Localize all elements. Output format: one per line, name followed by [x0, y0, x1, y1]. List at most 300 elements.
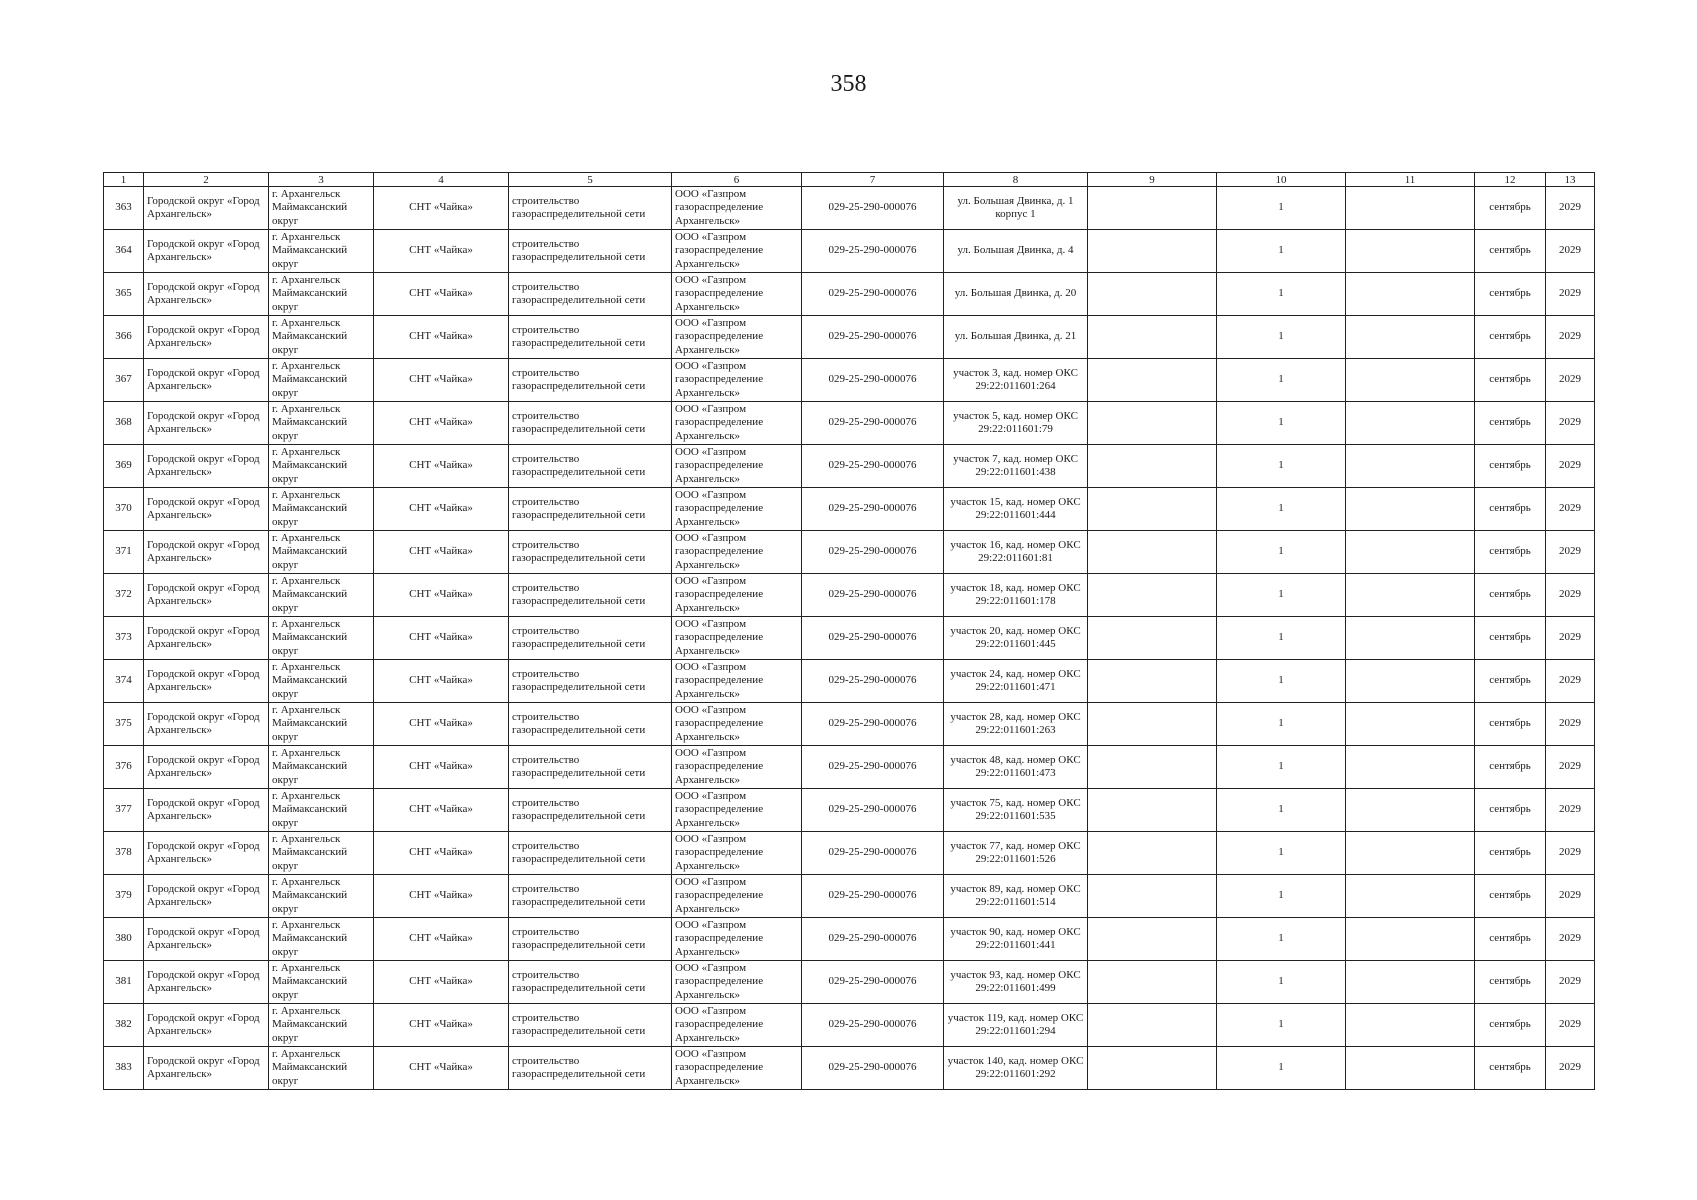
locality-cell: г. Архангельск Маймаксанский округ [269, 316, 374, 359]
locality-cell: г. Архангельск Маймаксанский округ [269, 574, 374, 617]
table-row [104, 961, 1595, 1004]
row-number: 365 [104, 273, 144, 316]
address-cell: участок 140, кад. номер ОКС 29:22:011601:292 [944, 1047, 1088, 1090]
month-cell: сентябрь [1475, 273, 1546, 316]
quantity-cell: 1 [1217, 832, 1346, 875]
row-number: 367 [104, 359, 144, 402]
month-cell: сентябрь [1475, 230, 1546, 273]
object-cell: СНТ «Чайка» [374, 703, 509, 746]
column-9-cell [1088, 875, 1217, 918]
row-number: 383 [104, 1047, 144, 1090]
address-cell: участок 93, кад. номер ОКС 29:22:011601:499 [944, 961, 1088, 1004]
object-cell: СНТ «Чайка» [374, 187, 509, 230]
locality-cell: г. Архангельск Маймаксанский округ [269, 445, 374, 488]
column-11-cell [1346, 961, 1475, 1004]
locality-cell: г. Архангельск Маймаксанский округ [269, 359, 374, 402]
organization-cell: ООО «Газпром газораспределение Архангельск» [672, 789, 802, 832]
table-row [104, 488, 1595, 531]
address-cell: участок 18, кад. номер ОКС 29:22:011601:178 [944, 574, 1088, 617]
column-11-cell [1346, 488, 1475, 531]
locality-cell: г. Архангельск Маймаксанский округ [269, 488, 374, 531]
column-9-cell [1088, 617, 1217, 660]
organization-cell: ООО «Газпром газораспределение Архангельск» [672, 918, 802, 961]
organization-cell: ООО «Газпром газораспределение Архангельск» [672, 961, 802, 1004]
column-header-5: 5 [509, 173, 672, 187]
locality-cell: г. Архангельск Маймаксанский округ [269, 1047, 374, 1090]
table-row [104, 875, 1595, 918]
municipality-cell: Городской округ «Город Архангельск» [144, 273, 269, 316]
year-cell: 2029 [1546, 703, 1595, 746]
work-type-cell: строительство газораспределительной сети [509, 273, 672, 316]
locality-cell: г. Архангельск Маймаксанский округ [269, 273, 374, 316]
month-cell: сентябрь [1475, 918, 1546, 961]
table-header-row [104, 173, 1595, 187]
table-row [104, 746, 1595, 789]
column-9-cell [1088, 531, 1217, 574]
quantity-cell: 1 [1217, 187, 1346, 230]
table-row [104, 273, 1595, 316]
object-cell: СНТ «Чайка» [374, 918, 509, 961]
municipality-cell: Городской округ «Город Архангельск» [144, 1004, 269, 1047]
object-cell: СНТ «Чайка» [374, 1047, 509, 1090]
object-cell: СНТ «Чайка» [374, 617, 509, 660]
month-cell: сентябрь [1475, 488, 1546, 531]
work-type-cell: строительство газораспределительной сети [509, 488, 672, 531]
organization-cell: ООО «Газпром газораспределение Архангельск» [672, 746, 802, 789]
table-row [104, 660, 1595, 703]
column-header-8: 8 [944, 173, 1088, 187]
code-cell: 029-25-290-000076 [802, 660, 944, 703]
municipality-cell: Городской округ «Город Архангельск» [144, 230, 269, 273]
column-9-cell [1088, 359, 1217, 402]
row-number: 364 [104, 230, 144, 273]
year-cell: 2029 [1546, 359, 1595, 402]
row-number: 371 [104, 531, 144, 574]
address-cell: участок 24, кад. номер ОКС 29:22:011601:471 [944, 660, 1088, 703]
organization-cell: ООО «Газпром газораспределение Архангельск» [672, 273, 802, 316]
municipality-cell: Городской округ «Город Архангельск» [144, 488, 269, 531]
column-header-6: 6 [672, 173, 802, 187]
row-number: 375 [104, 703, 144, 746]
column-9-cell [1088, 574, 1217, 617]
locality-cell: г. Архангельск Маймаксанский округ [269, 703, 374, 746]
column-9-cell [1088, 961, 1217, 1004]
municipality-cell: Городской округ «Город Архангельск» [144, 703, 269, 746]
column-9-cell [1088, 703, 1217, 746]
code-cell: 029-25-290-000076 [802, 1004, 944, 1047]
organization-cell: ООО «Газпром газораспределение Архангельск» [672, 703, 802, 746]
address-cell: участок 20, кад. номер ОКС 29:22:011601:445 [944, 617, 1088, 660]
column-11-cell [1346, 789, 1475, 832]
organization-cell: ООО «Газпром газораспределение Архангельск» [672, 316, 802, 359]
year-cell: 2029 [1546, 402, 1595, 445]
row-number: 381 [104, 961, 144, 1004]
month-cell: сентябрь [1475, 1047, 1546, 1090]
row-number: 376 [104, 746, 144, 789]
organization-cell: ООО «Газпром газораспределение Архангельск» [672, 402, 802, 445]
address-cell: участок 15, кад. номер ОКС 29:22:011601:444 [944, 488, 1088, 531]
object-cell: СНТ «Чайка» [374, 488, 509, 531]
table-row [104, 402, 1595, 445]
row-number: 382 [104, 1004, 144, 1047]
quantity-cell: 1 [1217, 402, 1346, 445]
code-cell: 029-25-290-000076 [802, 359, 944, 402]
work-type-cell: строительство газораспределительной сети [509, 961, 672, 1004]
municipality-cell: Городской округ «Город Архангельск» [144, 574, 269, 617]
locality-cell: г. Архангельск Маймаксанский округ [269, 875, 374, 918]
municipality-cell: Городской округ «Город Архангельск» [144, 187, 269, 230]
code-cell: 029-25-290-000076 [802, 789, 944, 832]
organization-cell: ООО «Газпром газораспределение Архангельск» [672, 230, 802, 273]
year-cell: 2029 [1546, 445, 1595, 488]
object-cell: СНТ «Чайка» [374, 402, 509, 445]
table-row [104, 531, 1595, 574]
work-type-cell: строительство газораспределительной сети [509, 918, 672, 961]
object-cell: СНТ «Чайка» [374, 359, 509, 402]
table-row [104, 789, 1595, 832]
locality-cell: г. Архангельск Маймаксанский округ [269, 746, 374, 789]
year-cell: 2029 [1546, 273, 1595, 316]
quantity-cell: 1 [1217, 359, 1346, 402]
municipality-cell: Городской округ «Город Архангельск» [144, 789, 269, 832]
work-type-cell: строительство газораспределительной сети [509, 230, 672, 273]
table-row [104, 230, 1595, 273]
quantity-cell: 1 [1217, 1047, 1346, 1090]
object-cell: СНТ «Чайка» [374, 832, 509, 875]
municipality-cell: Городской округ «Город Архангельск» [144, 660, 269, 703]
quantity-cell: 1 [1217, 488, 1346, 531]
object-cell: СНТ «Чайка» [374, 273, 509, 316]
month-cell: сентябрь [1475, 445, 1546, 488]
table-row [104, 1004, 1595, 1047]
code-cell: 029-25-290-000076 [802, 230, 944, 273]
column-header-12: 12 [1475, 173, 1546, 187]
column-11-cell [1346, 574, 1475, 617]
code-cell: 029-25-290-000076 [802, 746, 944, 789]
code-cell: 029-25-290-000076 [802, 1047, 944, 1090]
month-cell: сентябрь [1475, 531, 1546, 574]
year-cell: 2029 [1546, 230, 1595, 273]
column-header-9: 9 [1088, 173, 1217, 187]
work-type-cell: строительство газораспределительной сети [509, 703, 672, 746]
address-cell: участок 90, кад. номер ОКС 29:22:011601:441 [944, 918, 1088, 961]
object-cell: СНТ «Чайка» [374, 445, 509, 488]
locality-cell: г. Архангельск Маймаксанский округ [269, 832, 374, 875]
code-cell: 029-25-290-000076 [802, 617, 944, 660]
row-number: 370 [104, 488, 144, 531]
column-11-cell [1346, 445, 1475, 488]
column-header-4: 4 [374, 173, 509, 187]
code-cell: 029-25-290-000076 [802, 574, 944, 617]
address-cell: участок 119, кад. номер ОКС 29:22:011601:294 [944, 1004, 1088, 1047]
work-type-cell: строительство газораспределительной сети [509, 1047, 672, 1090]
work-type-cell: строительство газораспределительной сети [509, 746, 672, 789]
quantity-cell: 1 [1217, 230, 1346, 273]
object-cell: СНТ «Чайка» [374, 230, 509, 273]
column-11-cell [1346, 660, 1475, 703]
table-row [104, 316, 1595, 359]
table-row [104, 574, 1595, 617]
column-header-1: 1 [104, 173, 144, 187]
municipality-cell: Городской округ «Город Архангельск» [144, 746, 269, 789]
row-number: 368 [104, 402, 144, 445]
month-cell: сентябрь [1475, 746, 1546, 789]
column-11-cell [1346, 875, 1475, 918]
quantity-cell: 1 [1217, 789, 1346, 832]
table-row [104, 445, 1595, 488]
column-header-3: 3 [269, 173, 374, 187]
work-type-cell: строительство газораспределительной сети [509, 1004, 672, 1047]
object-cell: СНТ «Чайка» [374, 746, 509, 789]
code-cell: 029-25-290-000076 [802, 531, 944, 574]
work-type-cell: строительство газораспределительной сети [509, 531, 672, 574]
month-cell: сентябрь [1475, 961, 1546, 1004]
row-number: 377 [104, 789, 144, 832]
organization-cell: ООО «Газпром газораспределение Архангельск» [672, 488, 802, 531]
row-number: 372 [104, 574, 144, 617]
column-header-13: 13 [1546, 173, 1595, 187]
month-cell: сентябрь [1475, 660, 1546, 703]
address-cell: участок 75, кад. номер ОКС 29:22:011601:535 [944, 789, 1088, 832]
object-cell: СНТ «Чайка» [374, 875, 509, 918]
address-cell: участок 48, кад. номер ОКС 29:22:011601:473 [944, 746, 1088, 789]
year-cell: 2029 [1546, 1004, 1595, 1047]
column-9-cell [1088, 488, 1217, 531]
quantity-cell: 1 [1217, 445, 1346, 488]
municipality-cell: Городской округ «Город Архангельск» [144, 531, 269, 574]
municipality-cell: Городской округ «Город Архангельск» [144, 316, 269, 359]
year-cell: 2029 [1546, 875, 1595, 918]
year-cell: 2029 [1546, 660, 1595, 703]
column-11-cell [1346, 230, 1475, 273]
organization-cell: ООО «Газпром газораспределение Архангельск» [672, 875, 802, 918]
municipality-cell: Городской округ «Город Архангельск» [144, 875, 269, 918]
column-header-11: 11 [1346, 173, 1475, 187]
code-cell: 029-25-290-000076 [802, 187, 944, 230]
work-type-cell: строительство газораспределительной сети [509, 574, 672, 617]
locality-cell: г. Архангельск Маймаксанский округ [269, 230, 374, 273]
column-9-cell [1088, 746, 1217, 789]
year-cell: 2029 [1546, 832, 1595, 875]
year-cell: 2029 [1546, 1047, 1595, 1090]
column-11-cell [1346, 617, 1475, 660]
year-cell: 2029 [1546, 488, 1595, 531]
column-11-cell [1346, 531, 1475, 574]
organization-cell: ООО «Газпром газораспределение Архангельск» [672, 574, 802, 617]
work-type-cell: строительство газораспределительной сети [509, 316, 672, 359]
object-cell: СНТ «Чайка» [374, 574, 509, 617]
municipality-cell: Городской округ «Город Архангельск» [144, 402, 269, 445]
code-cell: 029-25-290-000076 [802, 832, 944, 875]
municipality-cell: Городской округ «Город Архангельск» [144, 617, 269, 660]
table-row [104, 359, 1595, 402]
organization-cell: ООО «Газпром газораспределение Архангельск» [672, 1047, 802, 1090]
code-cell: 029-25-290-000076 [802, 875, 944, 918]
address-cell: участок 28, кад. номер ОКС 29:22:011601:263 [944, 703, 1088, 746]
code-cell: 029-25-290-000076 [802, 445, 944, 488]
locality-cell: г. Архангельск Маймаксанский округ [269, 402, 374, 445]
row-number: 366 [104, 316, 144, 359]
column-11-cell [1346, 316, 1475, 359]
column-9-cell [1088, 402, 1217, 445]
locality-cell: г. Архангельск Маймаксанский округ [269, 789, 374, 832]
column-11-cell [1346, 359, 1475, 402]
municipality-cell: Городской округ «Город Архангельск» [144, 359, 269, 402]
quantity-cell: 1 [1217, 316, 1346, 359]
month-cell: сентябрь [1475, 187, 1546, 230]
month-cell: сентябрь [1475, 617, 1546, 660]
organization-cell: ООО «Газпром газораспределение Архангельск» [672, 1004, 802, 1047]
column-header-7: 7 [802, 173, 944, 187]
address-cell: участок 3, кад. номер ОКС 29:22:011601:264 [944, 359, 1088, 402]
code-cell: 029-25-290-000076 [802, 918, 944, 961]
municipality-cell: Городской округ «Город Архангельск» [144, 445, 269, 488]
quantity-cell: 1 [1217, 703, 1346, 746]
code-cell: 029-25-290-000076 [802, 402, 944, 445]
month-cell: сентябрь [1475, 574, 1546, 617]
work-type-cell: строительство газораспределительной сети [509, 445, 672, 488]
table-body [104, 187, 1595, 1090]
month-cell: сентябрь [1475, 359, 1546, 402]
column-11-cell [1346, 402, 1475, 445]
quantity-cell: 1 [1217, 574, 1346, 617]
column-9-cell [1088, 789, 1217, 832]
address-cell: ул. Большая Двинка, д. 21 [944, 316, 1088, 359]
municipality-cell: Городской округ «Город Архангельск» [144, 1047, 269, 1090]
organization-cell: ООО «Газпром газораспределение Архангельск» [672, 660, 802, 703]
quantity-cell: 1 [1217, 875, 1346, 918]
month-cell: сентябрь [1475, 789, 1546, 832]
object-cell: СНТ «Чайка» [374, 316, 509, 359]
locality-cell: г. Архангельск Маймаксанский округ [269, 617, 374, 660]
code-cell: 029-25-290-000076 [802, 488, 944, 531]
work-type-cell: строительство газораспределительной сети [509, 359, 672, 402]
quantity-cell: 1 [1217, 531, 1346, 574]
column-9-cell [1088, 660, 1217, 703]
column-9-cell [1088, 1047, 1217, 1090]
column-11-cell [1346, 746, 1475, 789]
object-cell: СНТ «Чайка» [374, 660, 509, 703]
object-cell: СНТ «Чайка» [374, 1004, 509, 1047]
month-cell: сентябрь [1475, 402, 1546, 445]
quantity-cell: 1 [1217, 1004, 1346, 1047]
locality-cell: г. Архангельск Маймаксанский округ [269, 961, 374, 1004]
code-cell: 029-25-290-000076 [802, 316, 944, 359]
address-cell: ул. Большая Двинка, д. 1 корпус 1 [944, 187, 1088, 230]
organization-cell: ООО «Газпром газораспределение Архангельск» [672, 531, 802, 574]
code-cell: 029-25-290-000076 [802, 703, 944, 746]
row-number: 369 [104, 445, 144, 488]
work-type-cell: строительство газораспределительной сети [509, 789, 672, 832]
year-cell: 2029 [1546, 531, 1595, 574]
municipality-cell: Городской округ «Город Архангельск» [144, 961, 269, 1004]
address-cell: участок 16, кад. номер ОКС 29:22:011601:81 [944, 531, 1088, 574]
column-11-cell [1346, 918, 1475, 961]
table-row [104, 617, 1595, 660]
quantity-cell: 1 [1217, 918, 1346, 961]
column-11-cell [1346, 187, 1475, 230]
year-cell: 2029 [1546, 961, 1595, 1004]
address-cell: участок 5, кад. номер ОКС 29:22:011601:79 [944, 402, 1088, 445]
column-9-cell [1088, 273, 1217, 316]
address-cell: участок 7, кад. номер ОКС 29:22:011601:438 [944, 445, 1088, 488]
work-type-cell: строительство газораспределительной сети [509, 187, 672, 230]
registry-table [103, 172, 1595, 1090]
table-row [104, 918, 1595, 961]
column-9-cell [1088, 445, 1217, 488]
organization-cell: ООО «Газпром газораспределение Архангельск» [672, 187, 802, 230]
organization-cell: ООО «Газпром газораспределение Архангельск» [672, 445, 802, 488]
object-cell: СНТ «Чайка» [374, 961, 509, 1004]
address-cell: участок 89, кад. номер ОКС 29:22:011601:514 [944, 875, 1088, 918]
code-cell: 029-25-290-000076 [802, 273, 944, 316]
locality-cell: г. Архангельск Маймаксанский округ [269, 1004, 374, 1047]
quantity-cell: 1 [1217, 660, 1346, 703]
address-cell: участок 77, кад. номер ОКС 29:22:011601:526 [944, 832, 1088, 875]
row-number: 373 [104, 617, 144, 660]
municipality-cell: Городской округ «Город Архангельск» [144, 918, 269, 961]
municipality-cell: Городской округ «Город Архангельск» [144, 832, 269, 875]
year-cell: 2029 [1546, 617, 1595, 660]
year-cell: 2029 [1546, 187, 1595, 230]
locality-cell: г. Архангельск Маймаксанский округ [269, 531, 374, 574]
locality-cell: г. Архангельск Маймаксанский округ [269, 660, 374, 703]
year-cell: 2029 [1546, 316, 1595, 359]
year-cell: 2029 [1546, 746, 1595, 789]
quantity-cell: 1 [1217, 273, 1346, 316]
row-number: 378 [104, 832, 144, 875]
quantity-cell: 1 [1217, 617, 1346, 660]
locality-cell: г. Архангельск Маймаксанский округ [269, 918, 374, 961]
organization-cell: ООО «Газпром газораспределение Архангельск» [672, 832, 802, 875]
column-11-cell [1346, 703, 1475, 746]
work-type-cell: строительство газораспределительной сети [509, 660, 672, 703]
code-cell: 029-25-290-000076 [802, 961, 944, 1004]
column-9-cell [1088, 187, 1217, 230]
year-cell: 2029 [1546, 918, 1595, 961]
year-cell: 2029 [1546, 789, 1595, 832]
column-9-cell [1088, 316, 1217, 359]
quantity-cell: 1 [1217, 961, 1346, 1004]
locality-cell: г. Архангельск Маймаксанский округ [269, 187, 374, 230]
organization-cell: ООО «Газпром газораспределение Архангельск» [672, 617, 802, 660]
month-cell: сентябрь [1475, 832, 1546, 875]
table-row [104, 703, 1595, 746]
address-cell: ул. Большая Двинка, д. 20 [944, 273, 1088, 316]
month-cell: сентябрь [1475, 1004, 1546, 1047]
object-cell: СНТ «Чайка» [374, 789, 509, 832]
column-9-cell [1088, 230, 1217, 273]
row-number: 363 [104, 187, 144, 230]
table-row [104, 1047, 1595, 1090]
column-9-cell [1088, 832, 1217, 875]
table-row [104, 187, 1595, 230]
quantity-cell: 1 [1217, 746, 1346, 789]
column-11-cell [1346, 832, 1475, 875]
table-row [104, 832, 1595, 875]
row-number: 380 [104, 918, 144, 961]
column-9-cell [1088, 918, 1217, 961]
month-cell: сентябрь [1475, 316, 1546, 359]
work-type-cell: строительство газораспределительной сети [509, 617, 672, 660]
work-type-cell: строительство газораспределительной сети [509, 402, 672, 445]
column-11-cell [1346, 1004, 1475, 1047]
column-header-10: 10 [1217, 173, 1346, 187]
row-number: 374 [104, 660, 144, 703]
column-11-cell [1346, 1047, 1475, 1090]
month-cell: сентябрь [1475, 875, 1546, 918]
column-11-cell [1346, 273, 1475, 316]
